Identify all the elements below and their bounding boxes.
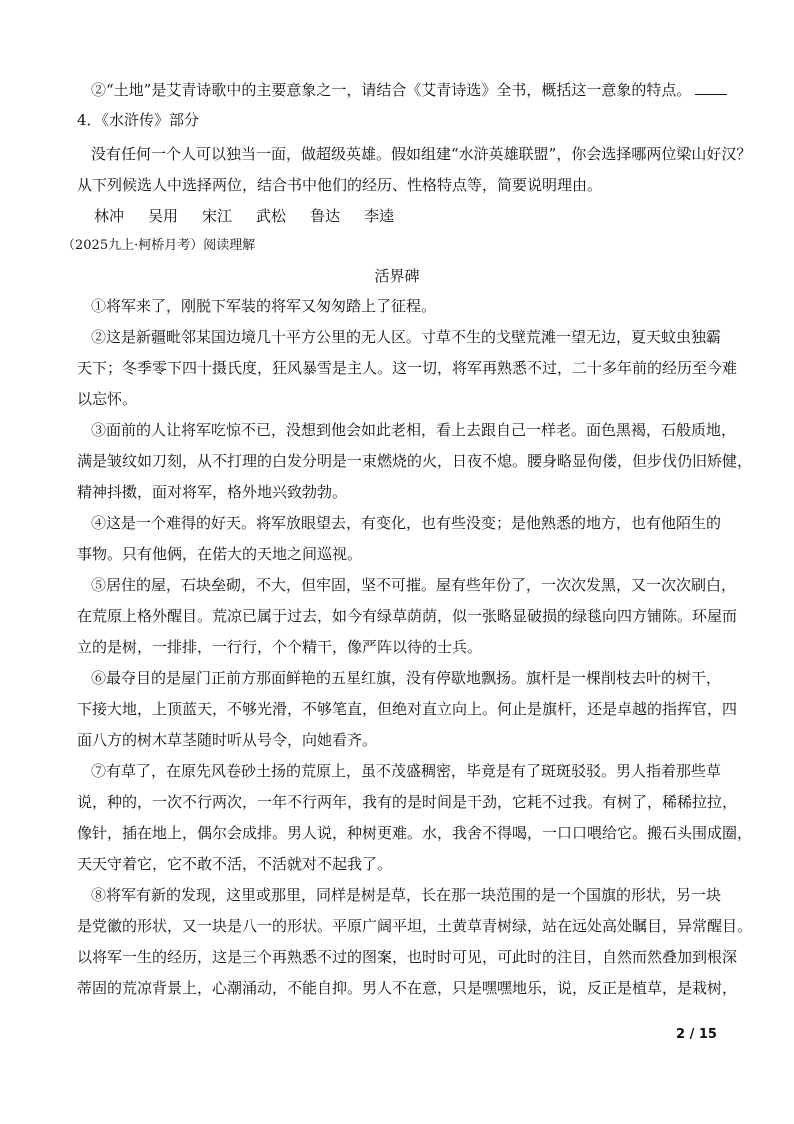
paragraph-line: 蒂固的荒凉背景上，心潮涌动，不能自抑。男人不在意，只是嘿嘿地乐，说，反正是植草，是栽树， bbox=[77, 979, 738, 997]
paragraph-line: 以将军一生的经历，这是三个再熟悉不过的图案，也时时可见，可此时的注目，自然而然叠加到根深 bbox=[77, 948, 738, 966]
paragraph-line: 说，种的，一次不行两次，一年不行两年，我有的是时间是干劲，它耗不过我。有树了，稀稀拉拉， bbox=[77, 793, 738, 811]
paragraph-line: 下接大地，上顶蓝天，不够光滑，不够笔直，但绝对直立向上。何止是旗杆，还是卓越的指挥官，四 bbox=[77, 700, 738, 718]
paragraph-line: ①将军来了，刚脱下军装的将军又匆匆踏上了征程。 bbox=[91, 297, 437, 315]
paragraph-line: 满是皱纹如刀刻，从不打理的白发分明是一束燃烧的火，日夜不熄。腰身略显佝偻，但步伐仍旧矫健， bbox=[77, 452, 753, 470]
candidate-name: 武松 bbox=[256, 207, 287, 225]
paragraph-line: ⑧将军有新的发现，这里或那里，同样是树是草，长在那一块范围的是一个国旗的形状，另一块 bbox=[91, 886, 722, 904]
paragraph-line: ④这是一个难得的好天。将军放眼望去，有变化，也有些没变；是他熟悉的地方，也有他陌生的 bbox=[91, 514, 722, 532]
paragraph-line: ⑥最夺目的是屋门正前方那面鲜艳的五星红旗，没有停歇地飘扬。旗杆是一棵削枝去叶的树干， bbox=[91, 669, 722, 687]
section-4-heading: 4．《水浒传》部分 bbox=[77, 111, 200, 129]
candidate-name: 吴用 bbox=[148, 207, 179, 225]
candidate-list bbox=[94, 204, 418, 228]
paragraph-line: 天天守着它，它不敢不活，不活就对不起我了。 bbox=[77, 855, 393, 873]
paragraph-line: ③面前的人让将军吃惊不已，没想到他会如此老相，看上去跟自己一样老。面色黑褐，石般质地， bbox=[91, 421, 737, 439]
paragraph-line: 立的是树，一排排，一行行，个个精干，像严阵以待的士兵。 bbox=[77, 638, 483, 656]
paragraph-line: ②这是新疆毗邻某国边境几十平方公里的无人区。寸草不生的戈壁荒滩一望无边，夏天蚊虫独霸 bbox=[91, 328, 722, 346]
paragraph-line: 精神抖擞，面对将军，格外地兴致勃勃。 bbox=[77, 483, 348, 501]
paragraph-line: 是党徽的形状，又一块是八一的形状。平原广阔平坦，土黄草青树绿，站在远处高处瞩目，异常醒目。 bbox=[77, 917, 753, 935]
question-2-text: ②“土地”是艾青诗歌中的主要意象之一，请结合《艾青诗选》全书，概括这一意象的特点。 bbox=[91, 81, 692, 99]
candidate-name: 鲁达 bbox=[310, 207, 341, 225]
page-number: 2 / 15 bbox=[676, 1027, 717, 1042]
candidate-name: 宋江 bbox=[202, 207, 233, 225]
answer-blank bbox=[695, 80, 727, 95]
paragraph-line: 在荒原上格外醒目。荒凉已属于过去，如今有绿草荫荫，似一张略显破损的绿毯向四方铺陈。环屋而 bbox=[77, 607, 738, 625]
paragraph-line: ⑤居住的屋，石块垒砌，不大，但牢固，坚不可摧。屋有些年份了，一次次发黑，又一次次刷白， bbox=[91, 576, 737, 594]
candidate-name: 李逵 bbox=[364, 207, 395, 225]
candidate-name: 林冲 bbox=[94, 207, 125, 225]
passage-title: 活界碑 bbox=[374, 267, 420, 285]
paragraph-line: 面八方的树木草茎随时听从号令，向她看齐。 bbox=[77, 731, 378, 749]
paragraph-line: 天下；冬季零下四十摄氏度，狂风暴雪是主人。这一切，将军再熟悉不过，二十多年前的经历至今难 bbox=[77, 359, 738, 377]
source-line: （2025九上·柯桥月考）阅读理解 bbox=[62, 238, 256, 253]
paragraph-line: ⑦有草了，在原先风卷砂土扬的荒原上，虽不茂盛稠密，毕竟是有了斑斑驳驳。男人指着那些草 bbox=[91, 762, 722, 780]
paragraph-line: 像针，插在地上，偶尔会成排。男人说，种树更难。水，我舍不得喝，一口口喂给它。搬石头围成圈， bbox=[77, 824, 753, 842]
question-4-line-1: 没有任何一个人可以独当一面，做超级英雄。假如组建“水浒英雄联盟”，你会选择哪两位梁山好汉？ bbox=[91, 145, 752, 163]
question-2-line bbox=[91, 78, 727, 102]
paragraph-line: 事物。只有他俩，在偌大的天地之间巡视。 bbox=[77, 545, 363, 563]
paragraph-line: 以忘怀。 bbox=[77, 390, 138, 408]
question-4-line-2: 从下列候选人中选择两位，结合书中他们的经历、性格特点等，简要说明理由。 bbox=[77, 176, 603, 194]
